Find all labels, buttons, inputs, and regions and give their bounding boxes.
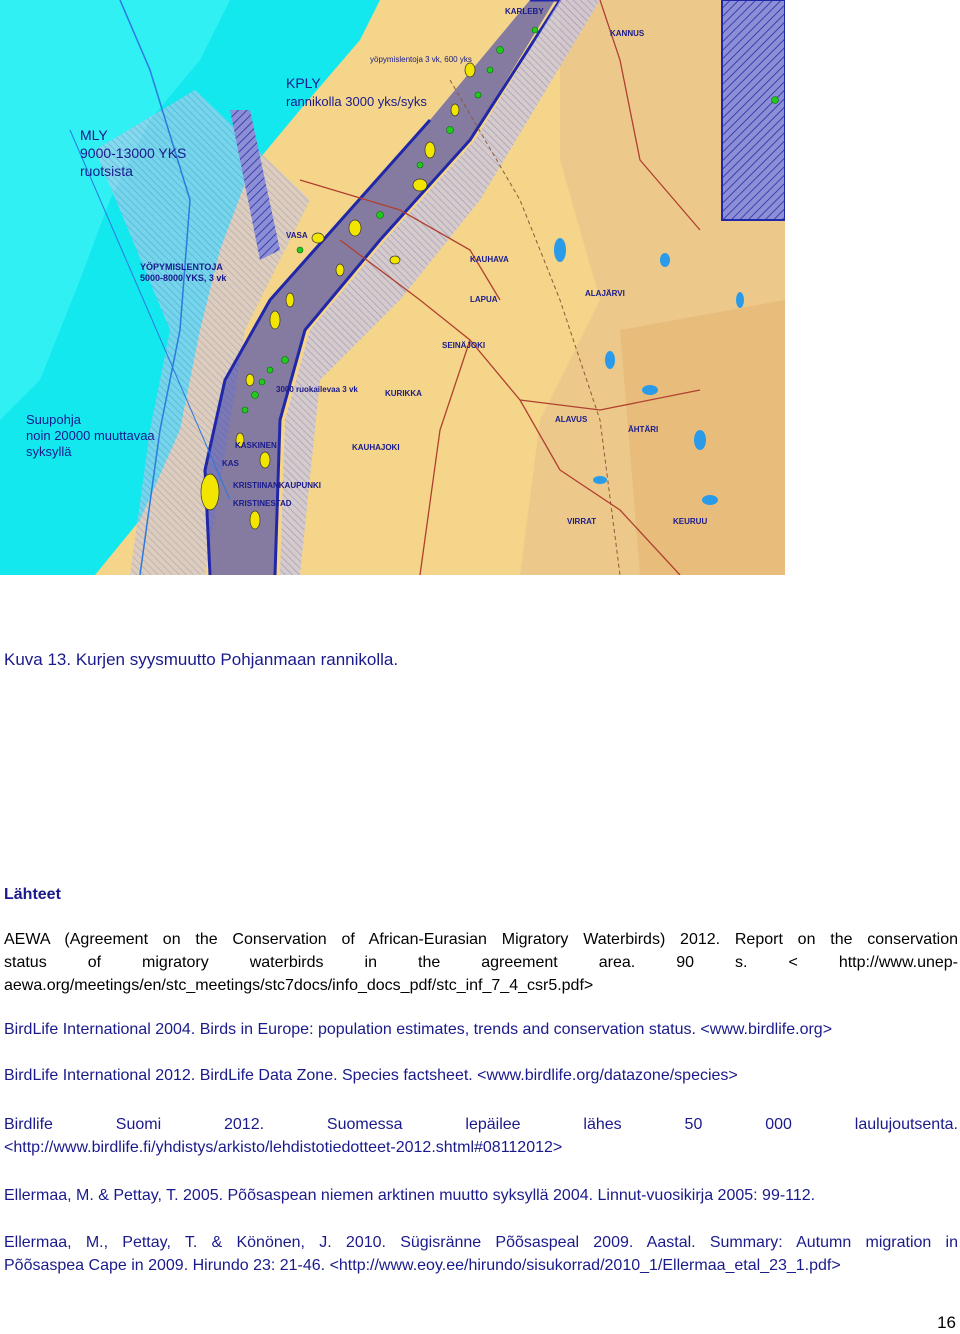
figure-caption-text: Kurjen syysmuutto Pohjanmaan rannikolla. (75, 650, 399, 669)
reference-aewa (4, 928, 958, 997)
map-note-suupohja-1: Suupohja (26, 412, 81, 427)
map-label-kristiinankaupunki: KRISTIINANKAUPUNKI (233, 481, 321, 490)
figure-caption-number: Kuva 13. (4, 650, 72, 669)
map-label-karleby: KARLEBY (505, 7, 544, 16)
map-label-kas: KAS (222, 459, 239, 468)
map-label-kannus: KANNUS (610, 29, 645, 38)
reference-line: BirdLife International 2012. BirdLife Data Zone. Species factsheet. <www.birdlife.org/datazone/species> (4, 1067, 738, 1084)
map-note-kply-1: KPLY (286, 75, 321, 91)
figure-caption (4, 650, 398, 670)
reference-line: AEWA (Agreement on the Conservation of African-Eurasian Migratory Waterbirds) 2012. Report on the conservation (4, 931, 958, 948)
reference-ellermaa-2005 (4, 1184, 958, 1207)
reference-birdlife-2004 (4, 1018, 958, 1041)
sources-heading: Lähteet (4, 886, 61, 903)
map-note-mly-3: ruotsista (80, 163, 133, 179)
map-label-alajarvi: ALAJÄRVI (585, 289, 625, 298)
corridor-east (722, 0, 785, 220)
map-note-mly-2: 9000-13000 YKS (80, 145, 187, 161)
map-note-ruokailevaa: 3000 ruokailevaa 3 vk (276, 385, 358, 394)
map-note-yopy-2: 5000-8000 YKS, 3 vk (140, 273, 227, 283)
reference-ellermaa-2010 (4, 1231, 958, 1277)
reference-link: aewa.org/meetings/en/stc_meetings/stc7docs/info_docs_pdf/stc_inf_7_4_csr5.pdf> (4, 977, 594, 994)
map-note-mly-1: MLY (80, 127, 108, 143)
map-label-kurikka: KURIKKA (385, 389, 422, 398)
map-note-kply-2: rannikolla 3000 yks/syks (286, 94, 427, 109)
map-label-seinajoki: SEINÄJOKI (442, 341, 486, 350)
reference-line: status of migratory waterbirds in the agreement area. 90 s. < http://www.unep- (4, 954, 958, 971)
reference-link: Põõsaspea Cape in 2009. Hirundo 23: 21-46. <http://www.eoy.ee/hirundo/sisukorrad/2010_1/Ellermaa_etal_23_1.pdf> (4, 1257, 841, 1274)
reference-link: <http://www.birdlife.fi/yhdistys/arkisto/lehdistotiedotteet-2012.shtml#08112012> (4, 1139, 563, 1156)
reference-birdlife-suomi (4, 1113, 958, 1159)
reference-line: Ellermaa, M., Pettay, T. & Könönen, J. 2010. Sügisränne Põõsaspeal 2009. Aastal. Summary: Autumn migration in (4, 1234, 958, 1251)
page-number: 16 (937, 1313, 956, 1332)
map-label-vasa: VASA (286, 231, 308, 240)
map-note-suupohja-2: noin 20000 muuttavaa (26, 428, 155, 443)
map-label-virrat: VIRRAT (567, 517, 597, 526)
map-label-alavus: ALAVUS (555, 415, 588, 424)
map-label-kristinestad: KRISTINESTAD (233, 499, 292, 508)
reference-line: Ellermaa, M. & Pettay, T. 2005. Põõsaspean niemen arktinen muutto syksyllä 2004. Linnut-vuosikirja 2005: 99-112. (4, 1187, 816, 1204)
map-label-ahtari: ÄHTÄRI (628, 425, 659, 434)
map-label-kauhajoki: KAUHAJOKI (352, 443, 400, 452)
reference-line: BirdLife International 2004. Birds in Europe: population estimates, trends and conservation status. <www.birdlife.org> (4, 1021, 833, 1038)
reference-birdlife-2012 (4, 1064, 958, 1087)
map-note-yopy-top: yöpymislentoja 3 vk, 600 yks (370, 55, 472, 64)
map-note-suupohja-3: syksyllä (26, 444, 72, 459)
map-label-kaskinen: KASKINEN (235, 441, 277, 450)
map-label-keuruu: KEURUU (673, 517, 708, 526)
map-label-kauhava: KAUHAVA (470, 255, 509, 264)
map-note-yopy-1: YÖPYMISLENTOJA (140, 262, 223, 272)
map-label-lapua: LAPUA (470, 295, 498, 304)
migration-map (0, 0, 785, 575)
reference-line: Birdlife Suomi 2012. Suomessa lepäilee lähes 50 000 laulujoutsenta. (4, 1116, 958, 1133)
